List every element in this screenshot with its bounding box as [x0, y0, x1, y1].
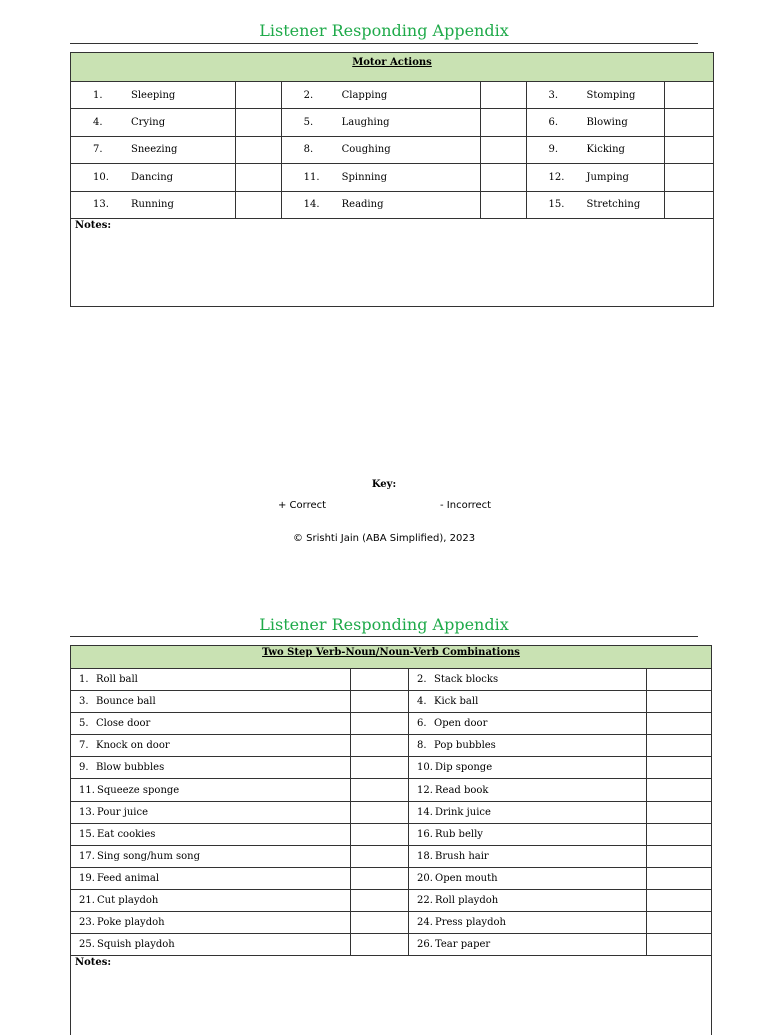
- table-row: [71, 912, 711, 934]
- item-cell: [282, 109, 481, 135]
- item-cell: [409, 669, 647, 690]
- item-cell: [71, 713, 351, 734]
- two-step-table: [70, 645, 712, 1035]
- table-row: [71, 82, 713, 109]
- table-body-2: [71, 669, 711, 956]
- item-cell: [409, 890, 647, 911]
- item-number: 9.: [79, 762, 89, 774]
- item-label: Roll playdoh: [435, 894, 499, 906]
- item-number: 13.: [93, 199, 109, 211]
- item-number: 20.: [417, 872, 433, 884]
- score-cell[interactable]: [236, 164, 282, 190]
- item-cell: [527, 192, 665, 218]
- item-cell: [409, 846, 647, 867]
- item-label: Squish playdoh: [97, 939, 175, 951]
- item-number: 18.: [417, 850, 433, 862]
- item-number: 8.: [417, 740, 427, 752]
- item-number: 5.: [79, 718, 89, 730]
- item-label: Stomping: [586, 89, 636, 101]
- item-label: Open door: [434, 718, 488, 730]
- item-label: Poke playdoh: [97, 917, 165, 929]
- item-cell: [71, 802, 351, 823]
- item-number: 9.: [548, 144, 559, 156]
- item-number: 7.: [79, 740, 89, 752]
- item-cell: [71, 890, 351, 911]
- item-label: Pour juice: [97, 806, 149, 818]
- table-row: [71, 779, 711, 801]
- score-cell[interactable]: [236, 137, 282, 163]
- item-number: 6.: [417, 718, 427, 730]
- item-cell: [282, 137, 481, 163]
- score-cell[interactable]: [351, 713, 409, 734]
- item-label: Spinning: [341, 171, 387, 183]
- item-number: 3.: [79, 696, 89, 708]
- item-label: Feed animal: [97, 872, 160, 884]
- item-label: Rub belly: [435, 828, 483, 840]
- table-row: [71, 802, 711, 824]
- item-number: 11.: [303, 171, 320, 183]
- table-row: [71, 192, 713, 219]
- item-number: 24.: [417, 917, 433, 929]
- item-number: 2.: [303, 89, 314, 101]
- score-cell[interactable]: [647, 757, 711, 778]
- notes-label: Notes:: [75, 219, 112, 231]
- item-number: 13.: [79, 806, 95, 818]
- table-row: [71, 824, 711, 846]
- score-cell[interactable]: [236, 82, 282, 108]
- item-label: Sing song/hum song: [97, 850, 200, 862]
- motor-actions-table: [70, 52, 714, 307]
- item-cell: [282, 164, 481, 190]
- copyright: © Srishti Jain (ABA Simplified), 2023: [292, 533, 476, 544]
- item-label: Laughing: [341, 117, 390, 129]
- score-cell[interactable]: [665, 109, 713, 135]
- item-label: Jumping: [586, 171, 629, 183]
- table-row: [71, 846, 711, 868]
- item-cell: [527, 164, 665, 190]
- item-number: 3.: [548, 89, 559, 101]
- table-row: [71, 890, 711, 912]
- item-number: 7.: [93, 144, 103, 156]
- item-cell: [409, 912, 647, 933]
- item-cell: [71, 868, 351, 889]
- score-cell[interactable]: [351, 757, 409, 778]
- table-row: [71, 934, 711, 956]
- item-cell: [71, 192, 236, 218]
- item-label: Cut playdoh: [97, 894, 159, 906]
- table-row: [71, 735, 711, 757]
- item-number: 17.: [79, 850, 95, 862]
- score-cell[interactable]: [236, 109, 282, 135]
- item-label: Close door: [96, 718, 151, 730]
- item-label: Dancing: [131, 171, 174, 183]
- item-label: Bounce ball: [96, 696, 156, 708]
- item-label: Stretching: [586, 199, 641, 211]
- item-cell: [71, 82, 236, 108]
- score-cell[interactable]: [647, 713, 711, 734]
- item-number: 4.: [93, 117, 103, 129]
- item-cell: [71, 912, 351, 933]
- item-number: 11.: [79, 784, 95, 796]
- score-cell[interactable]: [481, 137, 527, 163]
- score-cell[interactable]: [351, 934, 409, 955]
- item-label: Sneezing: [131, 144, 178, 156]
- title-rule-2: [70, 636, 698, 637]
- item-cell: [409, 713, 647, 734]
- item-label: Kick ball: [434, 696, 479, 708]
- score-cell[interactable]: [351, 691, 409, 712]
- item-number: 19.: [79, 872, 95, 884]
- score-cell[interactable]: [665, 164, 713, 190]
- item-number: 1.: [93, 89, 103, 101]
- item-label: Dip sponge: [435, 762, 493, 774]
- item-number: 10.: [417, 762, 433, 774]
- item-number: 16.: [417, 828, 433, 840]
- item-number: 26.: [417, 939, 433, 951]
- item-cell: [71, 824, 351, 845]
- table-row: [71, 669, 711, 691]
- score-cell[interactable]: [647, 912, 711, 933]
- score-cell[interactable]: [647, 735, 711, 756]
- table-row: [71, 868, 711, 890]
- item-label: Crying: [131, 117, 166, 129]
- page-title-2: Listener Responding Appendix: [259, 615, 509, 634]
- table-heading: Motor Actions: [71, 53, 713, 82]
- item-label: Stack blocks: [434, 674, 499, 686]
- item-cell: [282, 192, 481, 218]
- item-label: Tear paper: [435, 939, 491, 951]
- page-title: Listener Responding Appendix: [259, 21, 509, 40]
- key-title: Key:: [371, 479, 397, 490]
- table-row: [71, 137, 713, 164]
- table-row: [71, 691, 711, 713]
- item-cell: [409, 691, 647, 712]
- score-cell[interactable]: [665, 137, 713, 163]
- score-cell[interactable]: [351, 779, 409, 800]
- item-number: 21.: [79, 894, 95, 906]
- item-number: 25.: [79, 939, 95, 951]
- item-number: 22.: [417, 894, 433, 906]
- title-rule: [70, 43, 698, 44]
- item-cell: [71, 846, 351, 867]
- item-number: 10.: [93, 171, 109, 183]
- item-number: 6.: [548, 117, 559, 129]
- item-label: Blowing: [586, 117, 628, 129]
- score-cell[interactable]: [647, 934, 711, 955]
- item-label: Kicking: [586, 144, 625, 156]
- item-cell: [527, 82, 665, 108]
- item-label: Open mouth: [435, 872, 498, 884]
- item-number: 2.: [417, 674, 427, 686]
- item-label: Sleeping: [131, 89, 176, 101]
- item-label: Squeeze sponge: [97, 784, 180, 796]
- item-cell: [409, 934, 647, 955]
- item-number: 15.: [79, 828, 95, 840]
- item-cell: [71, 691, 351, 712]
- item-number: 23.: [79, 917, 95, 929]
- item-cell: [71, 109, 236, 135]
- score-cell[interactable]: [647, 868, 711, 889]
- item-label: Brush hair: [435, 850, 489, 862]
- table-row: [71, 713, 711, 735]
- item-cell: [71, 735, 351, 756]
- item-label: Eat cookies: [97, 828, 156, 840]
- score-cell[interactable]: [647, 846, 711, 867]
- item-cell: [71, 779, 351, 800]
- table-row: [71, 757, 711, 779]
- item-label: Press playdoh: [435, 917, 506, 929]
- item-number: 4.: [417, 696, 427, 708]
- key-correct: + Correct: [278, 500, 327, 511]
- score-cell[interactable]: [647, 779, 711, 800]
- score-cell[interactable]: [351, 824, 409, 845]
- item-cell: [409, 868, 647, 889]
- item-cell: [71, 164, 236, 190]
- table-body: [71, 82, 713, 219]
- score-cell[interactable]: [351, 802, 409, 823]
- item-label: Clapping: [341, 89, 388, 101]
- score-cell[interactable]: [236, 192, 282, 218]
- item-label: Blow bubbles: [96, 762, 165, 774]
- score-cell[interactable]: [351, 846, 409, 867]
- item-cell: [409, 802, 647, 823]
- table-row: [71, 109, 713, 136]
- item-number: 5.: [303, 117, 314, 129]
- score-cell[interactable]: [351, 669, 409, 690]
- item-label: Reading: [341, 199, 384, 211]
- item-number: 12.: [417, 784, 433, 796]
- item-number: 15.: [548, 199, 565, 211]
- item-cell: [282, 82, 481, 108]
- score-cell[interactable]: [351, 912, 409, 933]
- score-cell[interactable]: [481, 164, 527, 190]
- item-label: Coughing: [341, 144, 391, 156]
- item-cell: [71, 934, 351, 955]
- item-number: 12.: [548, 171, 565, 183]
- score-cell[interactable]: [481, 82, 527, 108]
- item-cell: [71, 137, 236, 163]
- item-label: Pop bubbles: [434, 740, 496, 752]
- notes-label-2: Notes:: [75, 957, 112, 969]
- item-number: 14.: [417, 806, 433, 818]
- table-row: [71, 164, 713, 191]
- score-cell[interactable]: [647, 691, 711, 712]
- key-incorrect: - Incorrect: [440, 500, 492, 511]
- item-cell: [71, 757, 351, 778]
- score-cell[interactable]: [647, 802, 711, 823]
- item-cell: [409, 779, 647, 800]
- item-number: 8.: [303, 144, 314, 156]
- item-number: 1.: [79, 674, 89, 686]
- score-cell[interactable]: [647, 824, 711, 845]
- item-label: Drink juice: [435, 806, 491, 818]
- score-cell[interactable]: [351, 868, 409, 889]
- table-heading-2: Two Step Verb-Noun/Noun-Verb Combinations: [71, 646, 711, 669]
- item-label: Knock on door: [96, 740, 170, 752]
- item-label: Roll ball: [96, 674, 138, 686]
- score-cell[interactable]: [351, 890, 409, 911]
- item-cell: [527, 137, 665, 163]
- score-cell[interactable]: [647, 669, 711, 690]
- score-cell[interactable]: [481, 109, 527, 135]
- score-cell[interactable]: [351, 735, 409, 756]
- score-cell[interactable]: [665, 192, 713, 218]
- item-label: Running: [131, 199, 174, 211]
- item-cell: [527, 109, 665, 135]
- score-cell[interactable]: [665, 82, 713, 108]
- item-label: Read book: [435, 784, 489, 796]
- item-cell: [409, 735, 647, 756]
- item-cell: [71, 669, 351, 690]
- score-cell[interactable]: [647, 890, 711, 911]
- item-cell: [409, 757, 647, 778]
- score-cell[interactable]: [481, 192, 527, 218]
- item-number: 14.: [303, 199, 320, 211]
- item-cell: [409, 824, 647, 845]
